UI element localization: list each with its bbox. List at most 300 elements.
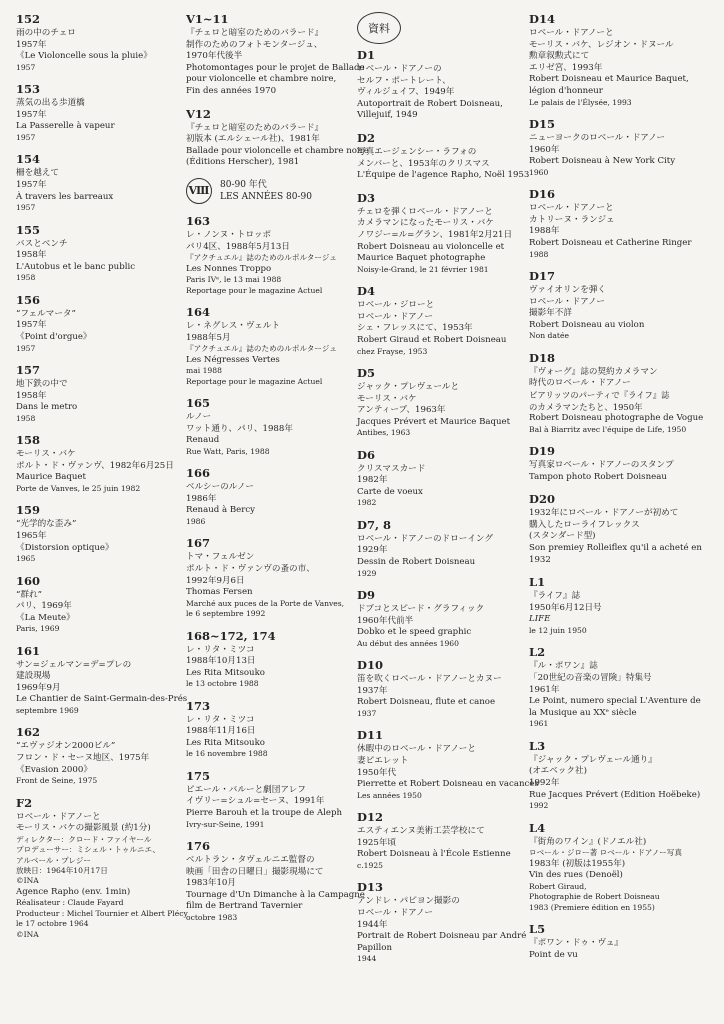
catalog-entry	[16, 796, 186, 940]
catalog-entry	[529, 922, 717, 961]
entry-number: 155	[16, 222, 41, 237]
entry-line: 1969年9月	[16, 682, 61, 693]
entry-line: “群れ”	[16, 589, 42, 600]
entry-number: D16	[529, 187, 555, 202]
entry-line: ロベール・ドアノー	[357, 908, 433, 918]
entry-line: (スタンダード型)	[529, 531, 596, 542]
entry-line: ロベール・ドアノーと	[529, 28, 614, 38]
entry-line: 1988年	[529, 226, 560, 237]
entry-line: エスティエンヌ美術工芸学校にて	[357, 826, 485, 837]
entry-line: 1950年6月12日号	[529, 602, 602, 613]
entry-number: D2	[357, 130, 375, 145]
entry-line: Robert Giraud et Robert Doisneau	[357, 334, 507, 345]
entry-line: 1983年10月	[186, 878, 236, 889]
entry-line: Maurice Baquet photographe	[357, 253, 486, 264]
entry-line: Les Rita Mitsouko	[186, 737, 265, 748]
entry-line: 1957	[16, 203, 36, 213]
entry-line: 1992	[529, 801, 549, 811]
entry-line: モーリス・バケ	[357, 393, 417, 404]
entry-line: 1932年にロベール・ドアノーが初めて	[529, 508, 679, 519]
entry-line: Robert Doisneau au violoncelle et	[357, 241, 505, 252]
entry-line: 1960年	[529, 144, 560, 155]
entry-line: 1992年9月6日	[186, 575, 245, 586]
catalog-entry	[357, 284, 529, 357]
entry-number: 160	[16, 573, 41, 588]
entry-line: レ・リタ・ミツコ	[186, 644, 255, 655]
catalog-entry	[186, 396, 356, 457]
catalog-entry	[16, 503, 186, 564]
entry-line: Carte de voeux	[357, 486, 423, 497]
entry-number: 164	[186, 304, 211, 319]
entry-number: 153	[16, 82, 41, 97]
entry-number: 152	[16, 12, 41, 26]
entry-line: Robert Doisneau et Maurice Baquet,	[529, 74, 689, 85]
entry-line: レ・ネグレス・ヴェルト	[186, 320, 280, 331]
entry-line: Robert Doisneau à New York City	[529, 156, 676, 167]
entry-line: 1937	[357, 709, 377, 719]
entry-number: D14	[529, 12, 555, 26]
entry-line: “エヴァジオン2000ビル”	[16, 741, 116, 752]
entry-line: Fin des années 1970	[186, 85, 277, 96]
entry-line: pour violoncelle et chambre noire,	[186, 74, 337, 85]
entry-line: Son premiey Rolleiflex qu'il a acheté en	[529, 543, 702, 554]
entry-line: パリ、1969年	[16, 601, 72, 612]
entry-line: 『街角のワイン』(ドノエル社)	[529, 836, 647, 847]
catalog-entry	[16, 223, 186, 284]
entry-line: 「20世紀の音楽の冒険」特集号	[529, 673, 652, 684]
entry-number: F2	[16, 795, 33, 810]
entry-number: D1	[357, 48, 375, 62]
entry-line: サン=ジェルマン=デ=プレの	[16, 659, 132, 670]
section-roman-numeral: Ⅷ	[186, 178, 212, 204]
entry-line: 1960年代前半	[357, 615, 414, 626]
entry-line: le 17 octobre 1964	[16, 919, 89, 929]
entry-line: 撮影年不詳	[529, 308, 572, 319]
entry-line: septembre 1969	[16, 706, 79, 716]
entry-line: Reportage pour le magazine Actuel	[186, 376, 323, 386]
entry-line: ルノー	[186, 411, 212, 422]
entry-line: Paris, 1969	[16, 624, 60, 634]
entry-line: Au début des années 1960	[357, 638, 459, 648]
entry-line: Le Chantier de Saint-Germain-des-Prés	[16, 694, 188, 705]
entry-line: 地下鉄の中で	[16, 378, 68, 389]
entry-line: ロベール・ジロー著 ロベール・ドアノー写真	[529, 848, 682, 858]
catalog-entry	[186, 769, 356, 830]
entry-line: 初版本 (エルシェール社)、1981年	[186, 134, 320, 145]
catalog-entry	[529, 821, 717, 913]
entry-line: À travers les barreaux	[16, 191, 114, 202]
entry-number: 159	[16, 503, 41, 518]
catalog-column-1	[16, 12, 186, 949]
section-header-materials: 資料	[357, 12, 401, 44]
entry-line: 『アクチュエル』誌のためのルポルタージュ	[186, 253, 337, 263]
section-title-ja: 80-90 年代	[220, 179, 267, 190]
entry-line: イヴリー=シュル=セーヌ、1991年	[186, 796, 325, 807]
entry-line: カメラマンになったモーリス・バケ	[357, 218, 494, 229]
entry-number: D6	[357, 447, 375, 462]
entry-number: D18	[529, 350, 555, 365]
entry-line: Reportage pour le magazine Actuel	[186, 285, 323, 295]
entry-line: 1950年代	[357, 767, 397, 778]
entry-line: Le Point, numero special L'Aventure de	[529, 696, 701, 707]
entry-line: ©INA	[16, 876, 39, 886]
entry-number: D3	[357, 190, 375, 205]
entry-number: D20	[529, 492, 555, 507]
entry-line: 時代のロベール・ドアノー	[529, 378, 631, 389]
entry-line: 蒸気の出る歩道橋	[16, 98, 85, 109]
entry-line: Autoportrait de Robert Doisneau,	[357, 98, 503, 109]
catalog-entry	[529, 492, 717, 566]
section-header	[186, 178, 356, 204]
entry-line: 1957年	[16, 320, 47, 331]
entry-line: 1929	[357, 568, 377, 578]
entry-line: ベルシーのルノー	[186, 482, 254, 493]
entry-line: Le palais de l'Élysée, 1993	[529, 97, 632, 107]
catalog-entry	[357, 588, 529, 649]
catalog-entry	[529, 12, 717, 108]
entry-line: Robert Doisneau au violon	[529, 319, 645, 330]
entry-number: 158	[16, 433, 41, 448]
entry-line: シェ・フレッスにて、1953年	[357, 323, 473, 334]
entry-line: 1957	[16, 343, 36, 353]
entry-line: Porte de Vanves, le 25 juin 1982	[16, 483, 141, 493]
entry-line: 笛を吹くロベール・ドアノーとカヌー	[357, 674, 502, 685]
entry-line: ノワジー=ル=グラン、1981年2月21日	[357, 229, 513, 240]
entry-line: légion d'honneur	[529, 85, 603, 96]
entry-line: L'Équipe de l'agence Rapho, Noël 1953	[357, 170, 530, 181]
entry-line: 1957年	[16, 109, 47, 120]
entry-number: 157	[16, 362, 41, 377]
entry-number: 166	[186, 466, 211, 481]
entry-line: Pierre Barouh et la troupe de Aleph	[186, 808, 343, 819]
entry-number: 173	[186, 698, 211, 713]
entry-line: ロベール・ドアノーと	[529, 203, 614, 214]
entry-line: Antibes, 1963	[357, 428, 411, 438]
entry-line: 1957	[16, 62, 36, 72]
entry-line: 『アクチュエル』誌のためのルポルタージュ	[186, 344, 337, 354]
entry-line: ベルトラン・タヴェルニエ監督の	[186, 855, 315, 866]
entry-line: Ballade pour violoncelle et chambre noire	[186, 145, 369, 156]
entry-line: 1958	[16, 273, 36, 283]
entry-line: Portrait de Robert Doisneau par André	[357, 931, 527, 942]
entry-line: octobre 1983	[186, 913, 238, 923]
entry-line: 1960	[529, 167, 549, 177]
entry-line: ロベール・ドアノー	[529, 296, 605, 307]
catalog-entry	[357, 131, 529, 182]
entry-number: L1	[529, 575, 546, 590]
catalog-entry	[529, 645, 717, 729]
entry-number: D12	[357, 810, 383, 825]
entry-line: Noisy-le-Grand, le 21 février 1981	[357, 264, 489, 274]
entry-line: フロン・ド・セーヌ地区、1975年	[16, 753, 150, 764]
entry-line: Maurice Baquet	[16, 472, 86, 483]
entry-number: D19	[529, 444, 555, 459]
entry-line: 1970年代後半	[186, 51, 243, 62]
entry-line: 《Distorsion optique》	[16, 542, 114, 553]
entry-line: 1958	[16, 413, 36, 423]
entry-number: 165	[186, 395, 211, 410]
entry-line: ©INA	[16, 929, 39, 939]
entry-line: のカメラマンたちと、1950年	[529, 401, 643, 412]
entry-line: le 13 octobre 1988	[186, 679, 259, 689]
entry-line: アンティーブ、1963年	[357, 405, 446, 416]
catalog-entry	[186, 839, 365, 923]
entry-line: ディレクター：クロード・ファイヤール	[16, 834, 152, 844]
entry-line: Robert Giraud,	[529, 881, 587, 891]
entry-line: チェロを弾くロベール・ドアノーと	[357, 206, 493, 217]
entry-line: mai 1988	[186, 366, 222, 376]
entry-line: 1944年	[357, 919, 388, 930]
entry-line: 1988年11月16日	[186, 726, 256, 737]
entry-number: V1~11	[186, 12, 229, 26]
catalog-entry	[529, 351, 717, 435]
catalog-entry	[16, 152, 186, 213]
entry-line: 1925年頃	[357, 837, 397, 848]
entry-line: 制作のためのフォトモンタージュ、	[186, 39, 323, 50]
entry-line: le 12 juin 1950	[529, 626, 587, 636]
entry-line: ポルト・ド・ヴァンヴの蚤の市、	[186, 563, 315, 574]
entry-line: 1988	[529, 249, 549, 259]
entry-line: 1982年	[357, 475, 388, 486]
entry-line: Tournage d'Un Dimanche à la Campagne	[186, 889, 365, 900]
entry-line: ヴィルジュイフ、1949年	[357, 87, 455, 98]
entry-line: 1982	[357, 498, 377, 508]
entry-line: Robert Doisneau et Catherine Ringer	[529, 237, 692, 248]
catalog-entry	[186, 699, 356, 760]
entry-line: 1957年	[16, 39, 47, 50]
entry-line: Réalisateur : Claude Fayard	[16, 898, 124, 908]
catalog-entry	[357, 658, 529, 719]
entry-line: エリゼ宮、1993年	[529, 62, 603, 73]
entry-line: 1986	[186, 516, 206, 526]
entry-line: Marché aux puces de la Porte de Vanves,	[186, 598, 345, 608]
entry-line: トマ・フェルゼン	[186, 552, 255, 563]
entry-line: Agence Rapho (env. 1min)	[16, 886, 131, 897]
entry-line: “光学的な歪み”	[16, 519, 77, 530]
entry-number: L3	[529, 738, 546, 753]
entry-number: L5	[529, 922, 546, 936]
entry-line: 柵を越えて	[16, 168, 59, 179]
section-title-fr: LES ANNÉES 80-90	[220, 191, 312, 202]
entry-line: 《Le Violoncelle sous la pluie》	[16, 51, 152, 62]
catalog-entry	[529, 444, 717, 483]
entry-line: 映画「田舎の日曜日」撮影現場にて	[186, 866, 324, 877]
catalog-entry	[357, 366, 529, 439]
entry-line: パリ4区、1988年5月13日	[186, 241, 290, 252]
entry-line: Papillon	[357, 942, 392, 953]
entry-line: モーリス・バケの撮影風景 (約1分)	[16, 823, 151, 834]
entry-line: 放映日：1964年10月17日	[16, 866, 108, 876]
entry-line: Producteur : Michel Tournier et Albert Plécy	[16, 908, 188, 918]
catalog-entry	[529, 575, 717, 636]
entry-number: 154	[16, 152, 41, 167]
entry-line: 1929年	[357, 545, 388, 556]
catalog-entry	[16, 363, 186, 424]
entry-line: 建設現場	[16, 671, 51, 682]
entry-line: アルベール・プレジー	[16, 855, 91, 865]
entry-line: Photographie de Robert Doisneau	[529, 892, 660, 902]
entry-line: 1965年	[16, 530, 47, 541]
entry-line: Villejuif, 1949	[357, 110, 418, 121]
entry-number: 162	[16, 725, 41, 740]
entry-number: D17	[529, 268, 555, 283]
entry-line: 1937年	[357, 685, 388, 696]
entry-line: ワット通り、パリ、1988年	[186, 423, 293, 434]
entry-line: Jacques Prévert et Maurice Baquet	[357, 416, 511, 427]
entry-line: 『ル・ポワン』誌	[529, 661, 598, 672]
entry-number: L2	[529, 645, 546, 660]
catalog-entry	[357, 48, 529, 122]
entry-line: 《La Meute》	[16, 612, 75, 623]
entry-line: Les années 1950	[357, 790, 422, 800]
entry-number: 163	[186, 213, 211, 228]
catalog-entry	[16, 82, 186, 143]
entry-line: ニューヨークのロベール・ドアノー	[529, 132, 666, 143]
entry-line: ロベール・ドアノーと	[16, 811, 101, 822]
entry-line: ロベール・ドアノー	[357, 311, 433, 322]
catalog-entry	[357, 810, 529, 871]
entry-line: 1957年	[16, 179, 47, 190]
entry-line: La Passerelle à vapeur	[16, 121, 115, 132]
entry-line: 1988年5月	[186, 332, 231, 343]
entry-line: 『ライフ』誌	[529, 591, 581, 602]
entry-line: 写真家ロベール・ドアノーのスタンプ	[529, 460, 674, 471]
catalog-entry	[529, 187, 717, 260]
entry-number: 176	[186, 839, 211, 854]
catalog-entry	[186, 536, 356, 619]
entry-number: V12	[186, 106, 211, 121]
catalog-entry	[16, 574, 186, 635]
entry-line: クリスマスカード	[357, 463, 426, 474]
entry-line: 1965	[16, 554, 36, 564]
entry-line: 写真エージェンシー・ラフォの	[357, 146, 477, 157]
catalog-entry	[529, 269, 717, 342]
catalog-entry	[357, 518, 529, 579]
catalog-entry	[186, 214, 356, 296]
entry-line: 1986年	[186, 493, 217, 504]
entry-line: カトリーヌ・ランジェ	[529, 214, 615, 225]
entry-line: Dessin de Robert Doisneau	[357, 557, 476, 568]
entry-line: Dobko et le speed graphic	[357, 627, 472, 638]
entry-line: 1944	[357, 954, 377, 964]
entry-line: Paris IVᵉ, le 13 mai 1988	[186, 275, 282, 285]
entry-line: Bal à Biarritz avec l'équipe de Life, 1950	[529, 424, 687, 434]
entry-line: ロベール・ドアノーのドローイング	[357, 533, 493, 544]
catalog-entry	[357, 191, 529, 275]
entry-number: D9	[357, 588, 375, 603]
entry-line: 1961年	[529, 684, 560, 695]
entry-line: Ivry-sur-Seine, 1991	[186, 819, 265, 829]
entry-number: D7, 8	[357, 517, 391, 532]
entry-line: プロデューサー：ミシェル・トゥルニエ、	[16, 845, 160, 855]
catalog-entry	[16, 12, 186, 73]
entry-line: Renaud	[186, 435, 220, 446]
entry-line: 『チェロと暗室のためのバラード』	[186, 28, 324, 38]
entry-line: 《Evasion 2000》	[16, 764, 92, 775]
entry-line: Les Rita Mitsouko	[186, 667, 265, 678]
entry-number: L4	[529, 820, 546, 835]
entry-line: 1992年	[529, 778, 560, 788]
entry-line: le 6 septembre 1992	[186, 609, 266, 619]
catalog-entry	[529, 739, 717, 812]
entry-line: c.1925	[357, 861, 383, 870]
entry-line: 『チェロと暗室のためのバラード』	[186, 122, 324, 133]
entry-line: LIFE	[529, 614, 551, 625]
entry-line: Tampon photo Robert Doisneau	[529, 471, 667, 482]
entry-line: Non datée	[529, 331, 569, 341]
entry-line: ドブコとスピード・グラフィック	[357, 604, 485, 615]
catalog-entry	[186, 629, 356, 690]
entry-line: モーリス・バケ	[16, 449, 76, 460]
entry-line: アンドレ・パピヨン撮影の	[357, 896, 460, 907]
entry-line: 1932	[529, 554, 551, 565]
entry-line: 『ヴォーグ』誌の契約カメラマン	[529, 366, 658, 377]
catalog-entry	[16, 644, 186, 717]
entry-line: la Musique au ⅩⅩᵉ siècle	[529, 707, 637, 718]
entry-line: (Éditions Herscher), 1981	[186, 157, 300, 168]
entry-line: Front de Seine, 1975	[16, 776, 98, 786]
entry-line: ポルト・ド・ヴァンヴ、1982年6月25日	[16, 460, 174, 471]
entry-line: 1983年 (初版は1955年)	[529, 858, 626, 869]
entry-line: レ・リタ・ミツコ	[186, 714, 255, 725]
entry-number: 156	[16, 292, 41, 307]
entry-line: Pierrette et Robert Doisneau en vacances	[357, 779, 539, 790]
entry-line: レ・ノンヌ・トロッポ	[186, 229, 272, 240]
entry-line: Robert Doisneau photographe de Vogue	[529, 413, 704, 424]
entry-line: (オエベック社)	[529, 766, 587, 777]
entry-line: 『ポワン・ドゥ・ヴュ』	[529, 938, 623, 948]
entry-line: Rue Watt, Paris, 1988	[186, 446, 270, 456]
entry-line: 勲章叙勲式にて	[529, 51, 590, 62]
entry-number: D5	[357, 365, 375, 380]
entry-number: 167	[186, 536, 211, 551]
entry-line: film de Bertrand Tavernier	[186, 901, 303, 912]
catalog-entry	[357, 448, 529, 509]
entry-line: 1988年10月13日	[186, 656, 256, 667]
entry-line: ビアリッツのパーティで『ライフ』誌	[529, 389, 670, 400]
entry-line: Robert Doisneau à l'École Estienne	[357, 849, 511, 860]
entry-line: chez Frayse, 1953	[357, 346, 428, 356]
catalog-entry	[186, 305, 356, 387]
entry-line: L'Autobus et le banc public	[16, 261, 136, 272]
entry-line: “フェルマータ”	[16, 308, 76, 319]
entry-line: 1958年	[16, 250, 47, 261]
entry-number: D4	[357, 284, 375, 299]
entry-number: D13	[357, 880, 383, 895]
entry-line: Rue Jacques Prévert (Edition Hoëbeke)	[529, 789, 701, 800]
entry-number: 161	[16, 643, 41, 658]
catalog-entry	[186, 466, 356, 527]
entry-line: 1958年	[16, 390, 47, 401]
entry-line: Vin des rues (Denoël)	[529, 870, 623, 881]
entry-line: 雨の中のチェロ	[16, 28, 76, 38]
entry-number: 168~172, 174	[186, 628, 276, 643]
entry-line: セルフ・ポートレート、	[357, 75, 451, 86]
entry-line: 『ジャック・プレヴェール通り』	[529, 754, 657, 765]
entry-line: メンバーと、1953年のクリスマス	[357, 158, 490, 169]
catalog-entry	[16, 433, 186, 494]
entry-line: ロベール・ドアノーの	[357, 64, 442, 74]
entry-line: Renaud à Bercy	[186, 505, 256, 516]
catalog-entry	[16, 725, 186, 786]
entry-line: 1983 (Premiere édition en 1955)	[529, 902, 655, 912]
entry-line: バスとベンチ	[16, 238, 68, 249]
catalog-entry	[186, 12, 365, 98]
entry-line: Thomas Fersen	[186, 587, 253, 598]
entry-line: Dans le metro	[16, 402, 78, 413]
entry-line: ピエール・バルーと劇団アレフ	[186, 784, 306, 795]
entry-line: 《Point d'orgue》	[16, 331, 92, 342]
